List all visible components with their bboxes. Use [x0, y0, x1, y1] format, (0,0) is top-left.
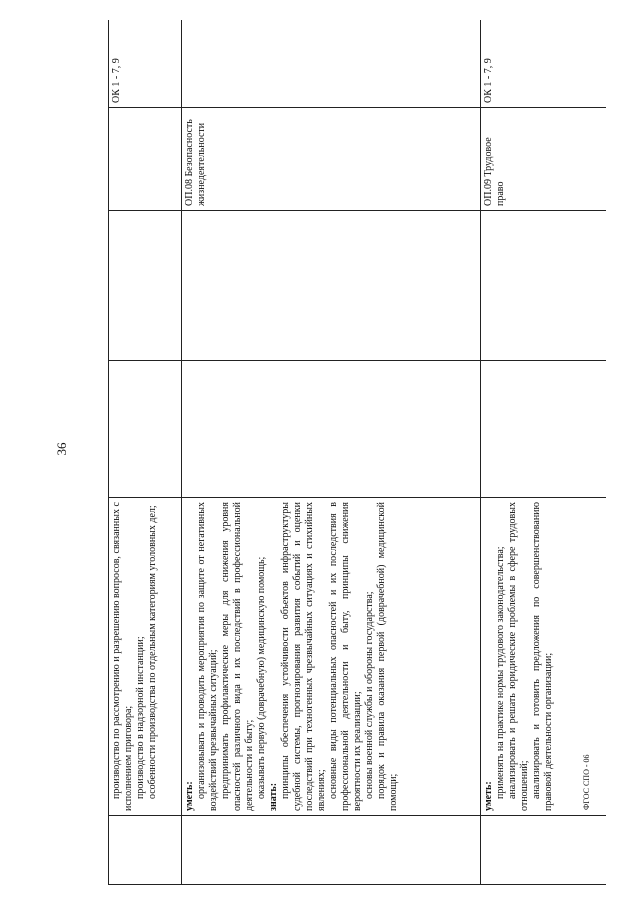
content-line: предпринимать профилактические меры для снижения уровня опасностей различного вида и их последствий в профессиональной деятельности и быту; [220, 502, 255, 811]
content-line: оказывать первую (доврачебную) медицинскую помощь; [256, 556, 267, 799]
section-label: уметь: [184, 781, 195, 811]
content-line: особенности производства по отдельным категориям уголовных дел; [147, 505, 158, 799]
rotated-page-body [108, 20, 606, 885]
content-line: организовывать и проводить мероприятия по защите от негативных воздействий чрезвычайных ситуаций; [196, 502, 219, 811]
content-line: применять на практике нормы трудового законодательства; [495, 546, 506, 799]
page-number: 36 [54, 442, 69, 456]
index-cell [481, 816, 607, 885]
competencies-cell [182, 20, 481, 108]
index-cell [109, 816, 182, 885]
content-line: анализировать и готовить предложения по совершенствованию правовой деятельности организации; [531, 502, 554, 811]
competencies-cell: ОК 1 - 7, 9 [109, 20, 182, 108]
content-line: порядок и правила оказания первой (доврачебной) медицинской помощи; [376, 502, 399, 811]
section-label: знать: [268, 782, 279, 811]
hours-cell [182, 211, 481, 361]
content-cell [109, 498, 182, 816]
content-line: производство по рассмотрению и разрешению вопросов, связанных с исполнением приговора; [111, 502, 134, 811]
content-line: принципы обеспечения устойчивости объектов инфраструктуры судебной системы, прогнозирования развития событий и оценки последствий при техногенных чрезвычайных ситуациях и стихийных явлениях; [280, 502, 327, 811]
content-line: основные виды потенциальных опасностей и их последствия в профессиональной деятельности и быту, принципы снижения вероятности их реализации; [328, 502, 363, 811]
hours-cell [109, 361, 182, 498]
content-line: анализировать и решать юридические проблемы в сфере трудовых отношений; [507, 502, 530, 811]
hours-cell [481, 361, 607, 498]
content-line: производство в надзорной инстанции; [135, 636, 146, 799]
table-row [109, 20, 182, 885]
hours-cell [481, 211, 607, 361]
index-cell [182, 816, 481, 885]
hours-cell [109, 211, 182, 361]
discipline-cell: ОП.08 Безопасность жизнедеятельности [182, 108, 481, 211]
table-row [182, 20, 481, 885]
discipline-cell [109, 108, 182, 211]
competencies-cell: ОК 1 - 7, 9 [481, 20, 607, 108]
hours-cell [182, 361, 481, 498]
curriculum-table-frame [108, 20, 606, 885]
content-line: основы военной службы и обороны государства; [364, 591, 375, 799]
content-cell [182, 498, 481, 816]
footer-standard-code: ФГОС СПО - 06 [582, 754, 591, 810]
section-label: уметь: [483, 781, 494, 811]
discipline-cell: ОП.09 Трудовое право [481, 108, 607, 211]
curriculum-table [108, 20, 606, 885]
